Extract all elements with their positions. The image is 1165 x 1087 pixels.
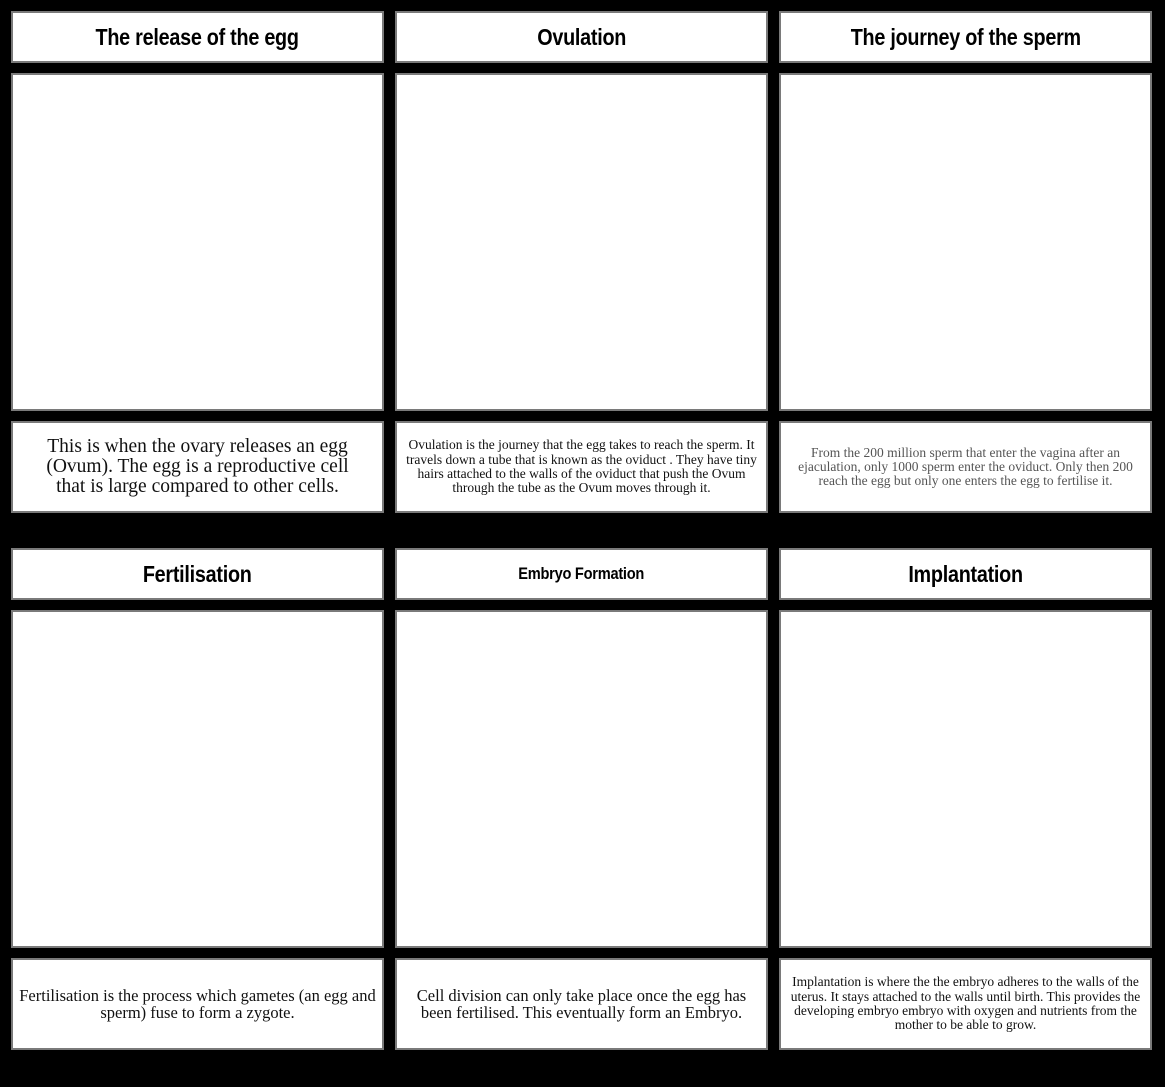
cell-title-box[interactable] [11, 548, 384, 600]
cell-image-area[interactable] [395, 73, 768, 411]
cell-title-box[interactable] [779, 548, 1152, 600]
cell-description: Fertilisation is the process which gametes (an egg and sperm) fuse to form a zygote. [19, 985, 376, 1022]
cell-image-area[interactable] [779, 610, 1152, 948]
cell-description: Implantation is where the the embryo adheres to the walls of the uterus. It stays attached to the walls until birth. This provides the developing embryo embryo with oxygen and nutrients from the mother to be able to grow. [790, 974, 1141, 1033]
cell-description-box[interactable] [395, 958, 768, 1050]
storyboard-cell-fertilisation [11, 548, 384, 1050]
storyboard-cell-embryo-formation [395, 548, 768, 1050]
storyboard-cell-journey-of-sperm [779, 11, 1152, 513]
cell-title-box[interactable] [779, 11, 1152, 63]
storyboard-cell-release-of-egg [11, 11, 384, 513]
cell-description-box[interactable] [11, 958, 384, 1050]
cell-image-area[interactable] [779, 73, 1152, 411]
cell-description-box[interactable] [779, 958, 1152, 1050]
storyboard-cell-implantation [779, 548, 1152, 1050]
cell-title: Fertilisation [143, 560, 252, 587]
cell-description: From the 200 million sperm that enter the vagina after an ejaculation, only 1000 sperm enter the oviduct. Only then 200 reach the egg but only one enters the egg to fertilise it. [798, 444, 1133, 489]
cell-title: The journey of the sperm [850, 23, 1081, 50]
cell-title: Ovulation [537, 23, 626, 50]
cell-title-box[interactable] [11, 11, 384, 63]
storyboard-cell-ovulation [395, 11, 768, 513]
cell-description: This is when the ovary releases an egg (Ovum). The egg is a reproductive cell that is large compared to other cells. [46, 436, 349, 497]
cell-title-box[interactable] [395, 11, 768, 63]
cell-description-box[interactable] [395, 421, 768, 513]
cell-image-area[interactable] [395, 610, 768, 948]
cell-description-box[interactable] [11, 421, 384, 513]
cell-title: The release of the egg [95, 23, 300, 50]
cell-image-area[interactable] [11, 610, 384, 948]
cell-description-box[interactable] [779, 421, 1152, 513]
cell-description: Ovulation is the journey that the egg takes to reach the sperm. It travels down a tube that is known as the oviduct . They have tiny hairs attached to the walls of the oviduct that push the Ovum through the tube as the Ovum moves through it. [406, 437, 757, 496]
cell-title: Implantation [908, 560, 1023, 587]
cell-title: Embryo Formation [518, 564, 645, 583]
cell-description: Cell division can only take place once the egg has been fertilised. This eventually form an Embryo. [416, 985, 747, 1022]
cell-title-box[interactable] [395, 548, 768, 600]
cell-image-area[interactable] [11, 73, 384, 411]
